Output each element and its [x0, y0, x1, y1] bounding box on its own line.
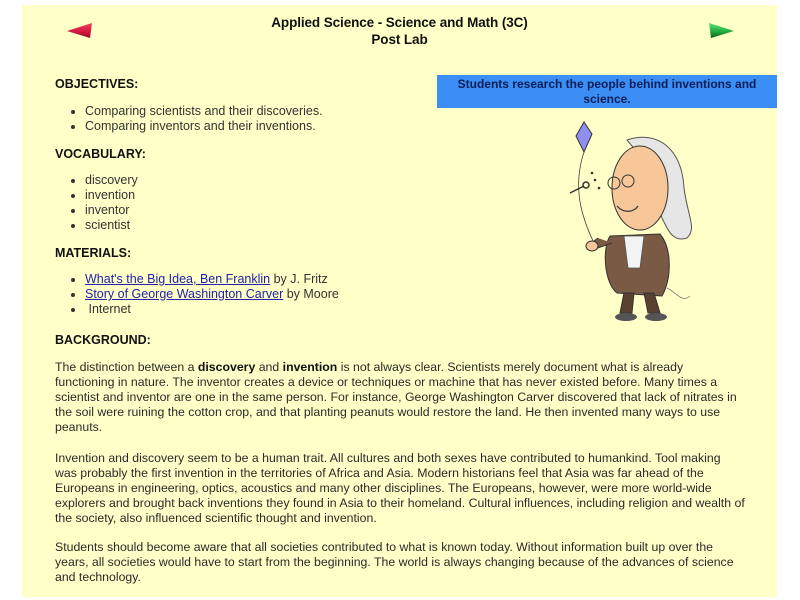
- list-item: • scientist: [85, 218, 138, 233]
- list-item: • invention: [85, 188, 138, 203]
- list-item: • discovery: [85, 173, 138, 188]
- title-line-2: Post Lab: [371, 32, 428, 47]
- background-heading: BACKGROUND:: [55, 333, 151, 347]
- author-text: by J. Fritz: [270, 272, 328, 286]
- list-item: • Comparing scientists and their discoveries.: [85, 104, 323, 119]
- ben-franklin-book-link[interactable]: What's the Big Idea, Ben Franklin: [85, 272, 271, 286]
- author-text: by Moore: [283, 287, 339, 301]
- background-paragraph-2: Invention and discovery seem to be a human trait. All cultures and both sexes have contributed to humankind. Tool making was probably the first invention in the territories of Africa and Asia. Modern historians feel that Asia was far ahead of the Europeans in engineering, optics, acoustics and many other disciplines. The Europeans, however, were more world-wide explorers and brought back inventions they found in Asia to their homeland. Cultural influences, including religion and wealth of the society, also influenced scientific thought and invention.: [55, 451, 745, 525]
- title-line-1: Applied Science - Science and Math (3C): [271, 15, 528, 30]
- vocabulary-heading: VOCABULARY:: [55, 147, 146, 161]
- internet-text: Internet: [88, 302, 131, 316]
- invention-term: invention: [282, 360, 338, 374]
- discovery-term: discovery: [197, 360, 256, 374]
- lesson-page: [22, 5, 777, 597]
- list-item: • inventor: [85, 203, 138, 218]
- background-paragraph-3: Students should become aware that all societies contributed to what is known today. Without information built up over the years, all societies would have to start from the beginning. The world is always changing because of the advances of science and technology.: [55, 540, 734, 584]
- carver-book-link[interactable]: Story of George Washington Carver: [85, 287, 284, 301]
- list-item: [85, 302, 339, 317]
- vocabulary-list: [55, 173, 138, 233]
- summary-banner: Students research the people behind inventions and science.: [437, 75, 777, 108]
- list-item: [85, 272, 339, 287]
- objectives-list: [55, 104, 323, 134]
- background-paragraph-1: The distinction between a discovery and invention is not always clear. Scientists merely document what is already functioning in nature. The inventor creates a device or techniques or machine that has never existed before. Many times a scientist and inventor are one in the same person. For instance, George Washington Carver discovered that lack of nitrates in the soil were ruining the cotton crop, and that planting peanuts would restore the land. He then invented many ways to use peanuts.: [55, 360, 737, 434]
- materials-list: [55, 272, 339, 317]
- right-arrow-icon: [707, 21, 735, 39]
- list-item: [85, 287, 339, 302]
- materials-heading: MATERIALS:: [55, 246, 132, 260]
- ben-franklin-illustration: [532, 118, 702, 323]
- list-item: • Comparing inventors and their inventions.: [85, 119, 323, 134]
- objectives-heading: OBJECTIVES:: [55, 77, 139, 91]
- next-page-button[interactable]: [707, 21, 735, 39]
- page-title: [22, 14, 777, 48]
- ben-franklin-with-kite-icon: [532, 118, 702, 323]
